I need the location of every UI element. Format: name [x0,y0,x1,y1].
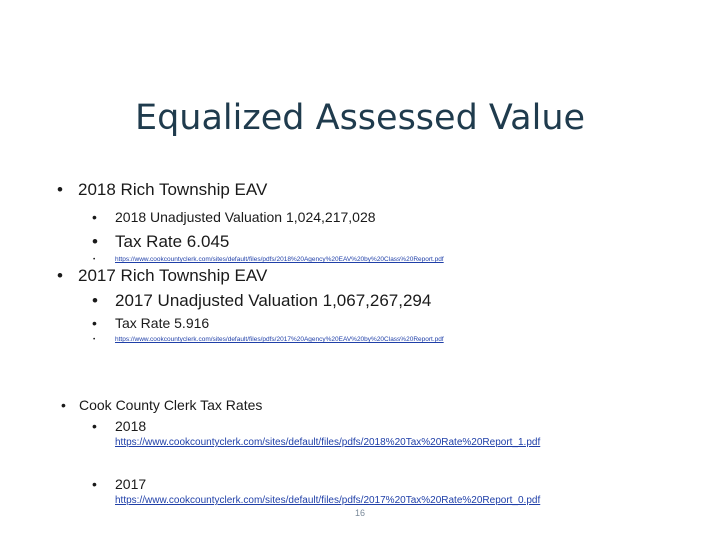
bullet-2017-tax-rate: Tax Rate 5.916 [115,315,210,331]
bullet-dot: • [57,266,63,285]
bullet-dot: • [92,476,97,492]
link-2018-tax-rate-report[interactable]: https://www.cookcountyclerk.com/sites/default/files/pdfs/2018%20Tax%20Rate%20Report_1.pdf [115,437,541,448]
bullet-2017-header: 2017 Rich Township EAV [78,266,268,285]
bullet-dot: • [93,336,96,343]
bullet-dot: • [57,180,63,199]
bullet-2018-valuation: 2018 Unadjusted Valuation 1,024,217,028 [115,209,376,225]
link-2017-eav-report[interactable]: https://www.cookcountyclerk.com/sites/default/files/pdfs/2017%20Agency%20EAV%20by%20Class%20Report.pdf [115,336,444,343]
link-2017-tax-rate-report[interactable]: https://www.cookcountyclerk.com/sites/default/files/pdfs/2017%20Tax%20Rate%20Report_0.pdf [115,495,541,506]
bullet-dot: • [92,209,97,225]
slide-title: Equalized Assessed Value [134,98,586,138]
bullet-clerk-2017: 2017 [115,476,147,492]
link-2018-eav-report[interactable]: https://www.cookcountyclerk.com/sites/default/files/pdfs/2018%20Agency%20EAV%20by%20Class%20Report.pdf [115,256,444,263]
bullet-2018-tax-rate: Tax Rate 6.045 [115,232,230,251]
bullet-clerk-header: Cook County Clerk Tax Rates [79,397,263,413]
bullet-dot: • [61,397,66,413]
bullet-dot: • [92,418,97,434]
bullet-clerk-2018: 2018 [115,418,147,434]
bullet-dot: • [93,256,96,263]
bullet-dot: • [92,291,98,310]
bullet-dot: • [92,232,98,251]
bullet-2017-valuation: 2017 Unadjusted Valuation 1,067,267,294 [115,291,432,310]
bullet-2018-header: 2018 Rich Township EAV [78,180,268,199]
bullet-dot: • [92,315,97,331]
page-number: 16 [354,508,365,518]
